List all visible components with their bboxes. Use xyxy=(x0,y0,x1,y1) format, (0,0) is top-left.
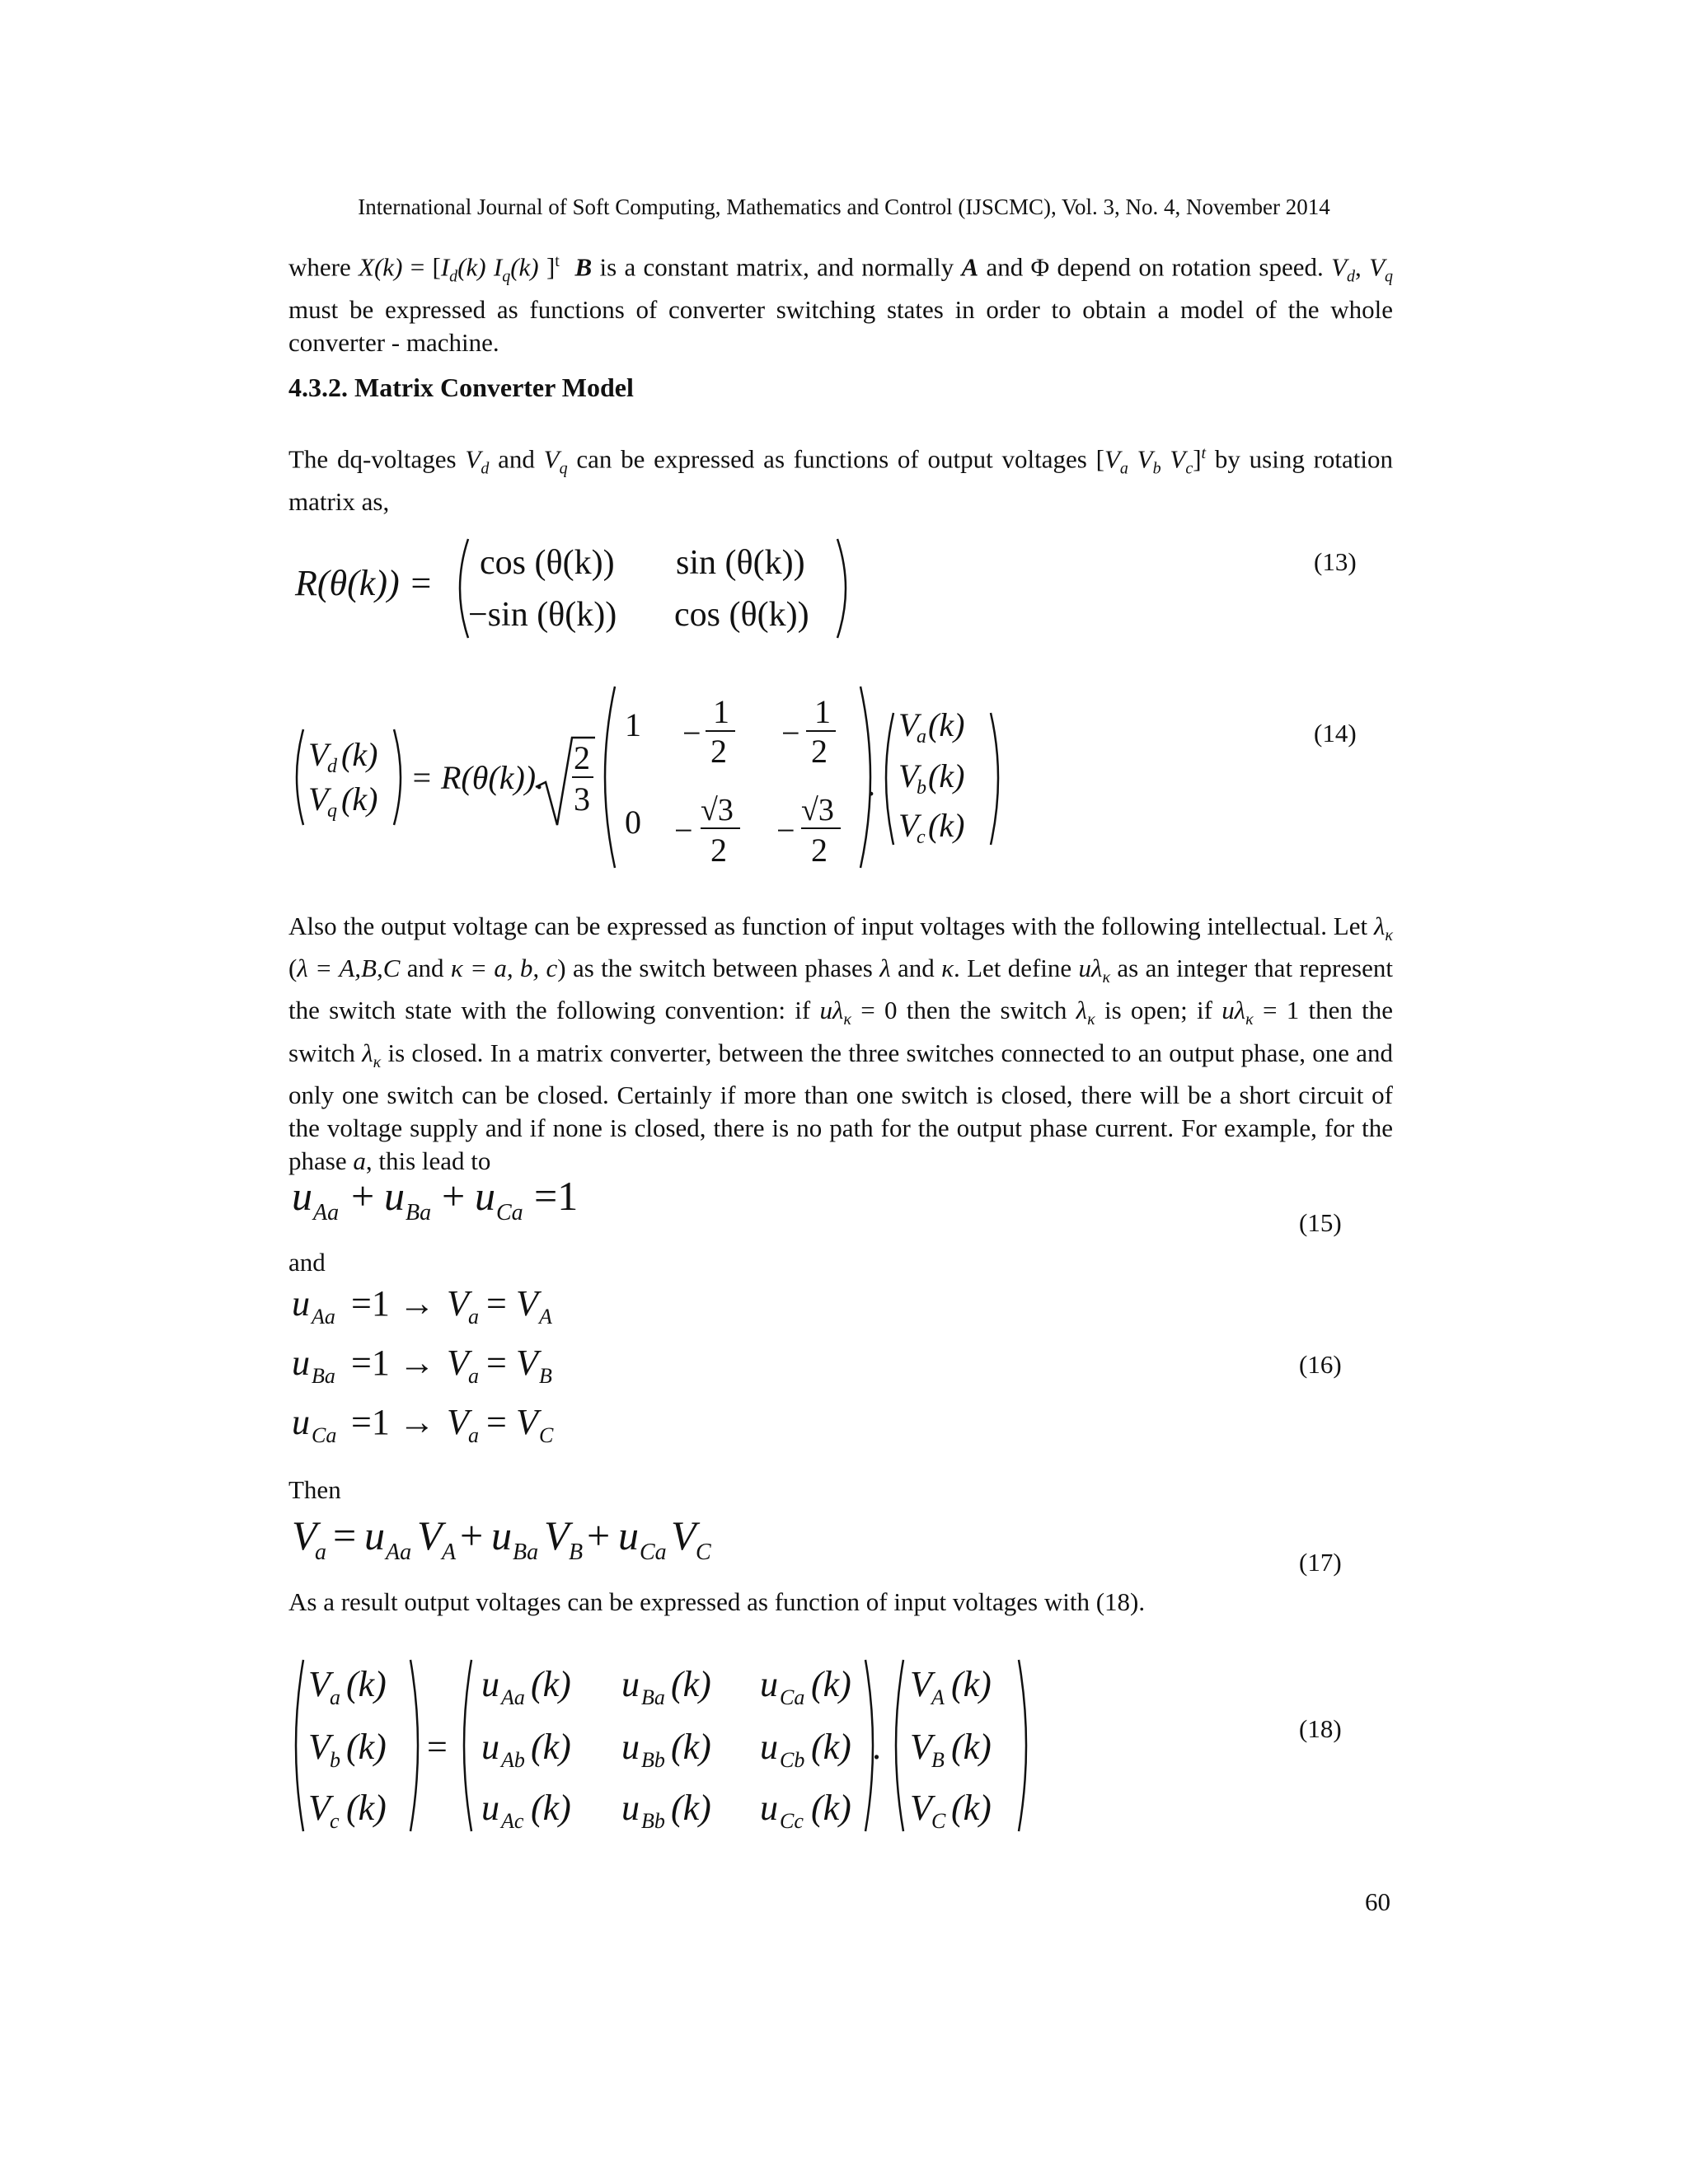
eq14-va: V xyxy=(898,706,919,743)
eq18-rhs-va xyxy=(910,1664,992,1709)
svg-text:=: = xyxy=(427,1727,448,1767)
eq14-vb: V xyxy=(898,757,919,794)
equation-13 xyxy=(280,527,890,651)
svg-text:u: u xyxy=(292,1173,312,1219)
svg-text:Ab: Ab xyxy=(501,1748,525,1772)
svg-text:Aa: Aa xyxy=(313,1200,340,1226)
dq-paragraph: The dq-voltages $V_d$ and $V_q$ can be expressed as functions of output voltages [$V_a$ $V_b$ $V_c]^t$ by using rotation matrix as, xyxy=(288,444,1394,516)
eq13-m12: sin (θ(k)) xyxy=(676,544,805,582)
svg-text:q: q xyxy=(327,800,337,822)
eq13-left-paren xyxy=(460,539,468,638)
svg-text:b: b xyxy=(917,777,926,799)
svg-text:V: V xyxy=(516,1402,538,1442)
eq13-right-paren xyxy=(837,539,846,638)
svg-text:C: C xyxy=(696,1540,711,1565)
svg-text:V: V xyxy=(447,1343,469,1383)
eq18-row-1 xyxy=(481,1664,851,1709)
svg-text:2: 2 xyxy=(574,739,590,776)
svg-text:√3: √3 xyxy=(701,793,734,827)
eq16-line-2 xyxy=(292,1343,552,1388)
equation-16-number: (16) xyxy=(1299,1350,1342,1379)
eq18-rhs-vb xyxy=(910,1727,992,1772)
svg-text:Ca: Ca xyxy=(496,1200,523,1226)
svg-text:(k): (k) xyxy=(951,1664,992,1704)
equation-15 xyxy=(288,1169,635,1235)
svg-text:1: 1 xyxy=(713,693,729,730)
eq14-vq: V xyxy=(308,780,329,818)
svg-text:a: a xyxy=(468,1305,479,1329)
svg-text:(k): (k) xyxy=(928,807,965,844)
svg-text:.: . xyxy=(867,766,875,803)
intro-paragraph: where $X(k) = [I_d(k)$ $I_q(k)$ ]$^t$ B is a constant matrix, and normally A and Φ depend on rotation speed. $V_d$, $V_q$ must be expressed as functions of converter switching states in order to obtain a model of the whole converter - machine. xyxy=(288,252,1394,357)
eq16-line-3 xyxy=(292,1402,554,1447)
eq18-rhs-vc xyxy=(910,1788,992,1833)
svg-text:u: u xyxy=(292,1283,310,1324)
svg-text:u: u xyxy=(618,1512,639,1558)
svg-text:a: a xyxy=(315,1540,326,1565)
svg-text:(k): (k) xyxy=(341,780,378,818)
svg-text:C: C xyxy=(931,1809,946,1833)
svg-text:(k): (k) xyxy=(531,1788,571,1828)
svg-text:=: = xyxy=(333,1512,357,1558)
svg-text:u: u xyxy=(475,1173,495,1219)
svg-text:−: − xyxy=(781,715,800,752)
equation-14-number: (14) xyxy=(1314,719,1357,748)
svg-text:(k): (k) xyxy=(341,736,378,773)
svg-text:u: u xyxy=(621,1788,640,1828)
svg-text:(k): (k) xyxy=(951,1727,992,1767)
svg-text:b: b xyxy=(330,1748,340,1772)
eq18-lhs-vc xyxy=(308,1788,387,1833)
switch-paragraph: Also the output voltage can be expressed as function of input voltages with the following intellectual. Let $\lambda_\kappa$ (λ = A,B,C and κ = a, b, c) as the switch between phases λ and κ. Let define $u\lambda_\kappa$ as an integer that represent the switch state with the following convention: if $u\lambda_\kappa = 0$ then the switch $\lambda_\kappa$ is open; if $u\lambda_\kappa = 1$ then the switch $\lambda_\kappa$ is closed. In a matrix converter, between the three switches connected to an output phase, one and only one switch can be closed. Certainly if more than one switch is closed, there will be a short circuit of the voltage supply and if none is closed, there is no path for the output phase current. For example, for the phase a, this lead to xyxy=(288,912,1394,1175)
svg-text:2: 2 xyxy=(811,832,828,869)
svg-text:+: + xyxy=(442,1173,466,1219)
svg-text:+: + xyxy=(587,1512,611,1558)
svg-text:2: 2 xyxy=(710,733,727,770)
svg-text:V: V xyxy=(308,1664,331,1704)
result-paragraph: As a result output voltages can be expressed as function of input voltages with (18). xyxy=(288,1587,1146,1616)
svg-text:Bb: Bb xyxy=(641,1748,665,1772)
svg-text:(k): (k) xyxy=(811,1727,851,1767)
svg-text:.: . xyxy=(872,1727,881,1767)
svg-text:u: u xyxy=(292,1402,310,1442)
eq18-row-3 xyxy=(481,1788,851,1833)
svg-text:u: u xyxy=(491,1512,512,1558)
eq14-vd: V xyxy=(308,736,329,773)
svg-text:(k): (k) xyxy=(928,706,965,743)
svg-text:=1: =1 xyxy=(534,1173,579,1219)
equation-17 xyxy=(288,1508,734,1574)
svg-text:3: 3 xyxy=(574,780,590,818)
svg-text:(k): (k) xyxy=(671,1727,711,1767)
svg-text:a: a xyxy=(917,726,926,748)
svg-text:V: V xyxy=(516,1283,538,1324)
svg-text:V: V xyxy=(308,1788,331,1828)
svg-text:+: + xyxy=(460,1512,484,1558)
svg-text:√3: √3 xyxy=(801,793,834,827)
eq13-m21: −sin (θ(k)) xyxy=(468,596,617,634)
svg-text:(k): (k) xyxy=(811,1788,851,1828)
svg-text:−: − xyxy=(776,812,795,849)
svg-text:u: u xyxy=(760,1788,778,1828)
svg-text:2: 2 xyxy=(811,733,828,770)
svg-text:u: u xyxy=(621,1727,640,1767)
svg-text:V: V xyxy=(447,1283,469,1324)
eq14-rotation: = R(θ(k)). xyxy=(410,759,545,796)
eq13-lhs: R(θ(k)) = xyxy=(295,563,434,603)
svg-text:u: u xyxy=(481,1788,499,1828)
svg-text:=: = xyxy=(486,1402,507,1442)
svg-text:u: u xyxy=(384,1173,405,1219)
page-number: 60 xyxy=(1365,1887,1390,1916)
svg-text:V: V xyxy=(910,1727,932,1767)
svg-text:=1 →: =1 → xyxy=(351,1283,435,1324)
journal-header: International Journal of Soft Computing, Mathematics and Control (IJSCMC), Vol. 3, No. 4, November 2014 xyxy=(358,194,1330,219)
svg-text:=1 →: =1 → xyxy=(351,1402,435,1442)
svg-text:a: a xyxy=(330,1685,340,1709)
equation-15-number: (15) xyxy=(1299,1208,1342,1237)
svg-text:a: a xyxy=(468,1423,479,1447)
svg-text:V: V xyxy=(544,1512,570,1558)
svg-text:u: u xyxy=(760,1727,778,1767)
svg-text:V: V xyxy=(910,1664,932,1704)
svg-text:c: c xyxy=(330,1809,340,1833)
svg-text:=1 →: =1 → xyxy=(351,1343,435,1383)
svg-text:V: V xyxy=(910,1788,932,1828)
svg-text:(k): (k) xyxy=(346,1788,387,1828)
section-heading: 4.3.2. Matrix Converter Model xyxy=(288,373,634,402)
eq18-lhs-vb xyxy=(308,1727,387,1772)
svg-text:(k): (k) xyxy=(811,1664,851,1704)
eq18-lhs-va xyxy=(308,1664,387,1709)
eq13-m11: cos (θ(k)) xyxy=(480,544,615,582)
svg-text:u: u xyxy=(760,1664,778,1704)
svg-text:A: A xyxy=(442,1540,457,1565)
eq14-r1c1: 1 xyxy=(625,706,641,743)
svg-text:V: V xyxy=(516,1343,538,1383)
svg-text:Ca: Ca xyxy=(780,1685,805,1709)
svg-text:Ca: Ca xyxy=(312,1423,337,1447)
eq18-row-2 xyxy=(481,1727,851,1772)
svg-text:V: V xyxy=(671,1512,696,1558)
svg-text:−: − xyxy=(682,715,701,752)
svg-text:Cb: Cb xyxy=(780,1748,805,1772)
svg-text:(k): (k) xyxy=(951,1788,992,1828)
equation-18-number: (18) xyxy=(1299,1714,1342,1743)
label-and: and xyxy=(288,1248,326,1277)
svg-text:V: V xyxy=(292,1512,317,1558)
svg-text:Aa: Aa xyxy=(386,1540,412,1565)
svg-text:Aa: Aa xyxy=(312,1305,335,1329)
equation-14 xyxy=(288,680,1014,878)
svg-text:A: A xyxy=(539,1305,552,1329)
svg-text:(k): (k) xyxy=(531,1664,571,1704)
svg-text:a: a xyxy=(468,1364,479,1388)
svg-text:B: B xyxy=(539,1364,552,1388)
svg-text:=: = xyxy=(486,1343,507,1383)
svg-text:V: V xyxy=(417,1512,443,1558)
svg-text:u: u xyxy=(364,1512,385,1558)
svg-text:V: V xyxy=(447,1402,469,1442)
svg-text:2: 2 xyxy=(710,832,727,869)
svg-text:c: c xyxy=(917,827,926,848)
svg-text:C: C xyxy=(539,1423,554,1447)
svg-text:Ba: Ba xyxy=(312,1364,335,1388)
svg-text:(k): (k) xyxy=(346,1664,387,1704)
equation-17-number: (17) xyxy=(1299,1548,1342,1577)
eq14-vc: V xyxy=(898,807,919,844)
equation-13-number: (13) xyxy=(1314,547,1357,576)
svg-text:Ca: Ca xyxy=(640,1540,667,1565)
svg-text:d: d xyxy=(327,756,337,777)
svg-text:(k): (k) xyxy=(671,1788,711,1828)
equation-18 xyxy=(288,1652,1047,1841)
eq13-m22: cos (θ(k)) xyxy=(674,596,809,634)
svg-text:−: − xyxy=(674,812,693,849)
svg-text:Ba: Ba xyxy=(406,1200,432,1226)
svg-text:(k): (k) xyxy=(671,1664,711,1704)
equation-16 xyxy=(288,1282,585,1464)
svg-text:B: B xyxy=(931,1748,945,1772)
label-then: Then xyxy=(288,1475,341,1504)
svg-text:=: = xyxy=(486,1283,507,1324)
svg-text:u: u xyxy=(292,1343,310,1383)
svg-text:V: V xyxy=(308,1727,331,1767)
svg-text:Ba: Ba xyxy=(513,1540,539,1565)
svg-text:A: A xyxy=(931,1685,945,1709)
svg-text:u: u xyxy=(621,1664,640,1704)
svg-text:u: u xyxy=(481,1727,499,1767)
svg-text:+: + xyxy=(351,1173,375,1219)
svg-text:Cc: Cc xyxy=(780,1809,804,1833)
svg-text:(k): (k) xyxy=(531,1727,571,1767)
eq14-r2c1: 0 xyxy=(625,804,641,841)
svg-text:1: 1 xyxy=(814,693,831,730)
svg-text:Bb: Bb xyxy=(641,1809,665,1833)
svg-text:Ba: Ba xyxy=(641,1685,665,1709)
svg-text:(k): (k) xyxy=(346,1727,387,1767)
eq16-line-1 xyxy=(292,1283,552,1329)
svg-text:(k): (k) xyxy=(928,757,965,794)
svg-text:u: u xyxy=(481,1664,499,1704)
svg-text:Ac: Ac xyxy=(501,1809,524,1833)
svg-text:B: B xyxy=(569,1540,584,1565)
svg-text:Aa: Aa xyxy=(501,1685,525,1709)
